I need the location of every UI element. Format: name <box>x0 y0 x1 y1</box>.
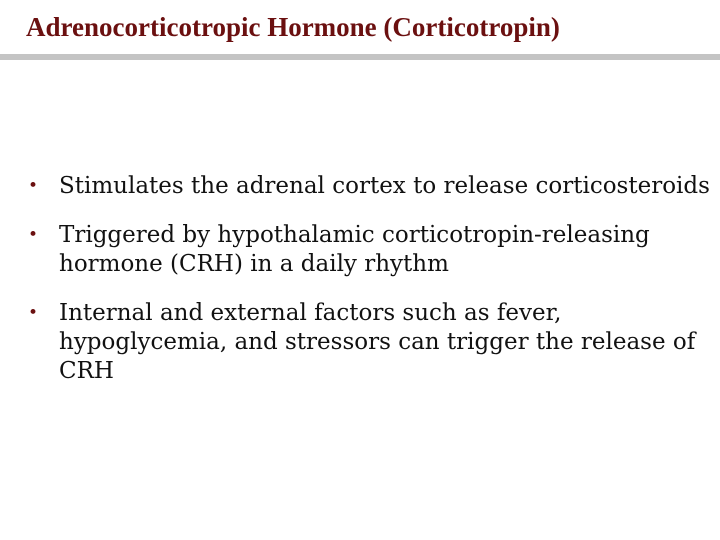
bullet-item <box>28 299 718 386</box>
bullet-item <box>28 221 718 279</box>
bullet-icon: • <box>28 225 39 245</box>
bullet-list <box>28 172 718 406</box>
bullet-text: Triggered by hypothalamic corticotropin-releasing hormone (CRH) in a daily rhythm <box>59 222 650 277</box>
bullet-text: Stimulates the adrenal cortex to release corticosteroids <box>59 173 710 199</box>
bullet-text: Internal and external factors such as fever, hypoglycemia, and stressors can trigger the release of CRH <box>59 300 696 384</box>
title-divider <box>0 54 720 60</box>
bullet-icon: • <box>28 303 39 323</box>
bullet-icon: • <box>28 176 39 196</box>
slide-title: Adrenocorticotropic Hormone (Corticotropin) <box>26 12 560 42</box>
bullet-item <box>28 172 718 201</box>
